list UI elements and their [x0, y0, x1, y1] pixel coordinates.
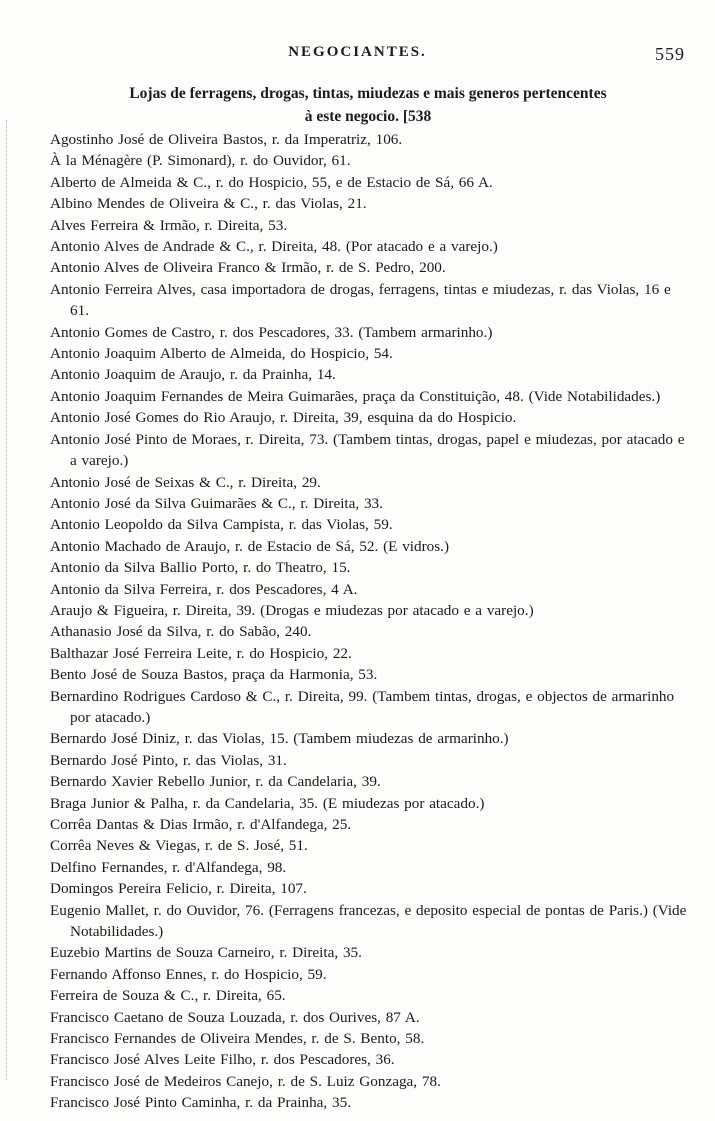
list-item: Bernardo José Diniz, r. das Violas, 15. (Tambem miudezas de armarinho.)	[50, 730, 509, 748]
list-item: Antonio José da Silva Guimarães & C., r. Direita, 33.	[50, 494, 383, 512]
section-heading-line-1: Lojas de ferragens, drogas, tintas, miudezas e mais generos pertencentes	[129, 85, 607, 102]
section-heading-line-2: à este negocio. [538	[304, 108, 432, 125]
list-item: Alberto de Almeida & C., r. do Hospicio, 55, e de Estacio de Sá, 66 A.	[50, 173, 493, 191]
section-heading	[48, 82, 688, 128]
list-item: Bernardino Rodrigues Cardoso & C., r. Direita, 99. (Tambem tintas, drogas, e objectos de armarinho por atacado.)	[50, 687, 679, 726]
list-item: Ferreira de Souza & C., r. Direita, 65.	[50, 987, 286, 1005]
list-item: Fernando Affonso Ennes, r. do Hospicio, 59.	[50, 965, 327, 983]
list-item: Braga Junior & Palha, r. da Candelaria, 35. (E miudezas por atacado.)	[50, 794, 485, 812]
list-item: Antonio Machado de Araujo, r. de Estacio de Sá, 52. (E vidros.)	[50, 537, 450, 555]
list-item: Antonio Joaquim de Araujo, r. da Prainha, 14.	[50, 366, 336, 384]
list-item: Antonio José de Seixas & C., r. Direita, 29.	[50, 473, 321, 491]
list-item: Antonio Ferreira Alves, casa importadora de drogas, ferragens, tintas e miudezas, r. das Violas, 16 e 61.	[50, 280, 676, 320]
list-item: Antonio Joaquim Alberto de Almeida, do Hospicio, 54.	[50, 345, 393, 363]
list-item: Francisco José Alves Leite Filho, r. dos Pescadores, 36.	[50, 1051, 395, 1069]
list-item: Antonio da Silva Ferreira, r. dos Pescadores, 4 A.	[50, 580, 358, 598]
list-item: Domingos Pereira Felicio, r. Direita, 107.	[50, 880, 307, 898]
page-number: 559	[655, 44, 685, 64]
list-item: Bernardo Xavier Rebello Junior, r. da Candelaria, 39.	[50, 773, 381, 791]
list-item: Francisco José Pinto Caminha, r. da Prainha, 35.	[50, 1094, 352, 1112]
list-item: Francisco Caetano de Souza Louzada, r. dos Ourives, 87 A.	[50, 1008, 420, 1026]
list-item: À la Ménagère (P. Simonard), r. do Ouvidor, 61.	[50, 152, 351, 170]
list-item: Bernardo José Pinto, r. das Violas, 31.	[50, 751, 287, 769]
list-item: Bento José de Souza Bastos, praça da Harmonia, 53.	[50, 666, 378, 684]
merchant-list	[50, 129, 690, 1114]
running-title: NEGOCIANTES.	[288, 44, 427, 60]
list-item: Alves Ferreira & Irmão, r. Direita, 53.	[50, 216, 288, 234]
list-item: Antonio Alves de Oliveira Franco & Irmão, r. de S. Pedro, 200.	[50, 259, 446, 277]
list-item: Delfino Fernandes, r. d'Alfandega, 98.	[50, 858, 287, 876]
list-item: Antonio Leopoldo da Silva Campista, r. das Violas, 59.	[50, 516, 393, 534]
list-item: Albino Mendes de Oliveira & C., r. das Violas, 21.	[50, 195, 367, 213]
list-item: Euzebio Martins de Souza Carneiro, r. Direita, 35.	[50, 944, 362, 962]
list-item: Francisco Fernandes de Oliveira Mendes, r. de S. Bento, 58.	[50, 1030, 425, 1048]
list-item: Balthazar José Ferreira Leite, r. do Hospicio, 22.	[50, 644, 352, 662]
list-item: Agostinho José de Oliveira Bastos, r. da Imperatriz, 106.	[50, 131, 403, 148]
list-item: Antonio José Gomes do Rio Araujo, r. Direita, 39, esquina da do Hospicio.	[50, 409, 517, 427]
list-item: Athanasio José da Silva, r. do Sabão, 240.	[50, 623, 312, 641]
list-item: Eugenio Mallet, r. do Ouvidor, 76. (Ferragens francezas, e deposito especial de pontas de Paris.) (Vide Notabilidades.)	[50, 901, 692, 941]
running-head	[0, 44, 715, 66]
gutter-edge	[6, 120, 8, 1080]
list-item: Antonio José Pinto de Moraes, r. Direita, 73. (Tambem tintas, drogas, papel e miudezas, por atacado e a varejo.)	[50, 430, 690, 470]
list-item: Corrêa Neves & Viegas, r. de S. José, 51.	[50, 837, 308, 855]
list-item: Araujo & Figueira, r. Direita, 39. (Drogas e miudezas por atacado e a varejo.)	[50, 601, 534, 619]
list-item: Antonio Alves de Andrade & C., r. Direita, 48. (Por atacado e a varejo.)	[50, 238, 498, 256]
list-item: Francisco José de Medeiros Canejo, r. de S. Luiz Gonzaga, 78.	[50, 1072, 441, 1090]
list-item: Corrêa Dantas & Dias Irmão, r. d'Alfandega, 25.	[50, 816, 352, 833]
list-item: Antonio Joaquim Fernandes de Meira Guimarães, praça da Constituição, 48. (Vide Notabilidades.)	[50, 387, 661, 405]
list-item: Antonio da Silva Ballio Porto, r. do Theatro, 15.	[50, 559, 351, 577]
list-item: Antonio Gomes de Castro, r. dos Pescadores, 33. (Tambem armarinho.)	[50, 323, 493, 341]
